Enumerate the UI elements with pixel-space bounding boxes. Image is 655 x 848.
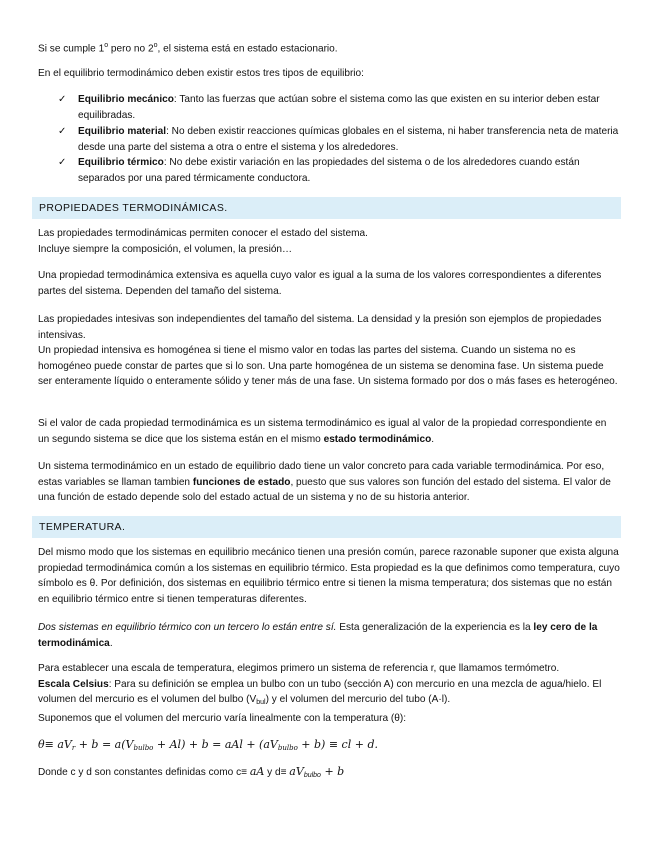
checklist-item: ✓ Equilibrio térmico: No debe existir variación en las propiedades del sistema o de los alrededores cuando están separados por una pared térmicamente conductora. xyxy=(58,157,580,184)
paragraph: Las propiedades intesivas son independientes del tamaño del sistema. La densidad y la presión son ejemplos de propiedades intensivas. Un propiedad intensiva es homogénea si tiene el mismo valor en todas las partes del sistema. Cuando un sistema no es homogéneo puede constar de partes que si lo son. Una parte homogénea de un sistema se denomina fase. Un sistema puede ser enteramente líquido o enteramente sólido y tener más de una fase. Un sistema formado por dos o más fases es heterogéneo. xyxy=(38,314,618,387)
paragraph-constantes: Donde c y d son constantes definidas como c≡ aA y $d\equiv aV_{bulbo} + b$ xyxy=(38,765,345,779)
paragraph-escala-celsius: Para establecer una escala de temperatura, elegimos primero un sistema de referencia r, que llamamos termómetro. Escala Celsius: Para su definición se emplea un bulbo con un tubo (sección A) con mercurio en una mezcla de agua/hielo. El volumen del mercurio es el volumen del bulbo $(V_{bul})$ y el volumen del mercurio del tubo (A·l). Suponemos que el volumen del mercurio varía linealmente con la temperatura (θ): xyxy=(38,663,602,724)
paragraph: Si el valor de cada propiedad termodinámica es un sistema termodinámico es igual al valor de la propiedad correspondiente en un segundo sistema se dice que los sistema están en el mismo estado termodinámico. xyxy=(38,418,607,445)
check-icon: ✓ xyxy=(58,157,67,168)
checklist-item: ✓ Equilibrio mecánico: Tanto las fuerzas que actúan sobre el sistema como las que existen en su interior deben estar equilibradas. xyxy=(58,94,600,121)
intro-line-2: En el equilibrio termodinámico deben existir estos tres tipos de equilibrio: xyxy=(38,68,364,79)
formula: $\theta\equiv aV_r + b = a(V_{bulbo} + Al) + b$ = aAl + $(aV_{bulbo} + b)$ ≡ cl + d. xyxy=(38,738,378,752)
paragraph: Las propiedades termodinámicas permiten conocer el estado del sistema. Incluye siempre la composición, el volumen, la presión… xyxy=(38,228,368,255)
check-icon: ✓ xyxy=(58,126,67,137)
paragraph-ley-cero: Dos sistemas en equilibrio térmico con un tercero lo están entre sí. Esta generalización de la experiencia es la ley cero de la termodinámica. xyxy=(38,622,598,649)
paragraph: Una propiedad termodinámica extensiva es aquella cuyo valor es igual a la suma de los valores correspondientes a diferentes partes del sistema. Dependen del tamaño del sistema. xyxy=(38,270,602,297)
section-heading-propiedades: PROPIEDADES TERMODINÁMICAS. xyxy=(32,197,621,219)
intro-line-1: Si se cumple 1$^o$ pero no 2$^o$, el sistema está en estado estacionario. xyxy=(38,42,338,55)
section-heading-temperatura: TEMPERATURA. xyxy=(32,516,621,538)
paragraph: Del mismo modo que los sistemas en equilibrio mecánico tienen una presión común, parece razonable suponer que exista alguna propiedad termodinámica común a los sistemas en equilibrio térmico. Esta propiedad es la que definimos como temperatura, cuyo símbolo es θ. Por definición, dos sistemas en equilibrio térmico entre si tienen la misma temperatura; dos sistemas que no están en equilibrio térmico entre si tienen temperaturas diferentes. xyxy=(38,547,620,605)
checklist-item: ✓ Equilibrio material: No deben existir reacciones químicas globales en el sistema, ni haber transferencia neta de materia desde una parte del sistema a otra o entre el sistema y los alrededores. xyxy=(58,126,619,153)
paragraph: Un sistema termodinámico en un estado de equilibrio dado tiene un valor concreto para cada variable termodinámica. Por eso, estas variables se llaman tambien funciones de estado, puesto que sus valores son función del estado del sistema. El valor de una función de estado depende solo del estado actual de un sistema y no de su historia anterior. xyxy=(38,461,611,503)
check-icon: ✓ xyxy=(58,94,67,105)
